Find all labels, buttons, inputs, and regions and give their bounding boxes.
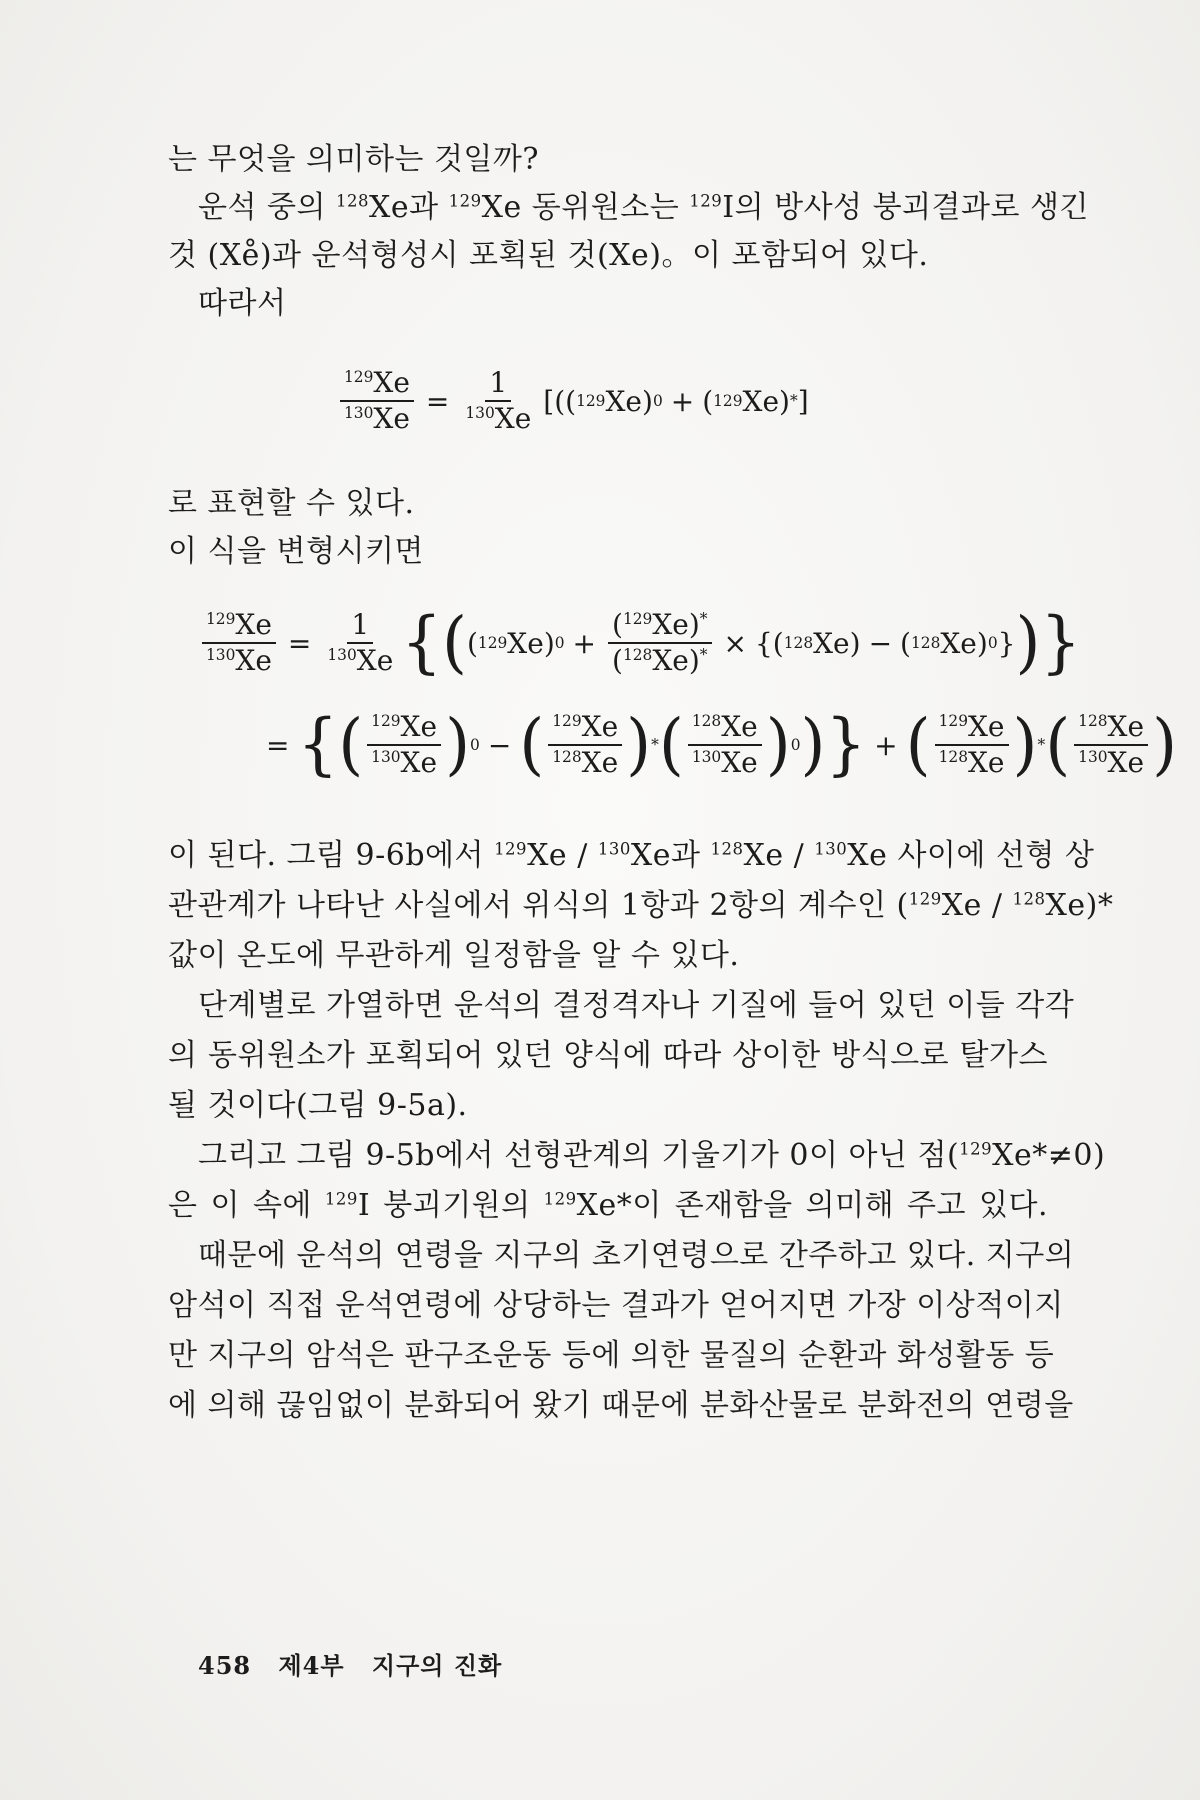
text-line-11: 의 동위원소가 포획되어 있던 양식에 따라 상이한 방식으로 탈가스: [168, 1038, 1048, 1073]
text-line-7: 이 된다. 그림 9-6b에서 $^{129}$Xe / $^{130}$Xe과 $^{128}$Xe / $^{130}$Xe 사이에 선형 상: [168, 838, 1095, 873]
text-line-13: 그리고 그림 9-5b에서 선형관계의 기울기가 0이 아닌 점($^{129}$Xe*≠0): [198, 1138, 1106, 1173]
part-title: 지구의 진화: [371, 1651, 503, 1680]
text-line-6: 이 식을 변형시키면: [168, 534, 424, 569]
text-line-2: 운석 중의 $^{128}$Xe과 $^{129}$Xe 동위원소는 $^{129}$I의 방사성 붕괴결과로 생긴: [198, 190, 1089, 225]
equation-2-line-2: = { ( $\frac{^{129}Xe}{^{130}Xe}$ ) 0 − ( $\frac{^{129}Xe}{^{128}Xe}$ ) * ( $\frac{^{128}Xe}{^{130}Xe}$ ) 0 ) } + ( $\frac{^{129}Xe}{^{128}Xe}$ ) * ( $\frac{^{128}Xe}{^{130}Xe}$ ): [266, 706, 1178, 784]
text-line-9: 값이 온도에 무관하게 일정함을 알 수 있다.: [168, 938, 740, 973]
text-line-10: 단계별로 가열하면 운석의 결정격자나 기질에 들어 있던 이들 각각: [198, 988, 1075, 1023]
text-line-14: 은 이 속에 $^{129}$I 붕괴기원의 $^{129}$Xe*이 존재함을 의미해 주고 있다.: [168, 1188, 1048, 1223]
text-line-3: 것 (Xe̊)과 운석형성시 포획된 것(Xe)。이 포함되어 있다.: [168, 238, 929, 273]
eq1-coefficient-fraction: $\frac{1}{^{130}Xe}$: [465, 366, 532, 435]
equation-2-line-1: $\frac{^{129}Xe}{^{130}Xe}$ = $\frac{1}{^{130}Xe}$ { ( ( 129 Xe ) 0 + $\frac{(^{129}Xe)^*}{(^{128}Xe)^*}$ × { ( 128 Xe ) − ( 128 Xe ) 0 } ) }: [198, 610, 1081, 676]
text-line-16: 암석이 직접 운석연령에 상당하는 결과가 얻어지면 가장 이상적이지: [168, 1288, 1064, 1323]
text-line-17: 만 지구의 암석은 판구조운동 등에 의한 물질의 순환과 화성활동 등: [168, 1338, 1055, 1373]
text-line-8: 관관계가 나타난 사실에서 위식의 1항과 2항의 계수인 ($^{129}$Xe / $^{128}$Xe)*: [168, 888, 1114, 923]
page-number: 458: [198, 1651, 252, 1680]
text-line-15: 때문에 운석의 연령을 지구의 초기연령으로 간주하고 있다. 지구의: [198, 1238, 1075, 1273]
page-footer: [198, 1646, 520, 1681]
part-label: 제4부: [278, 1651, 345, 1680]
text-line-4: 따라서: [198, 286, 287, 321]
eq1-lhs-fraction: $\frac{^{129}Xe}{^{130}Xe}$: [340, 368, 414, 434]
text-line-1: 는 무엇을 의미하는 것일까?: [168, 142, 539, 177]
equation-1: $\frac{^{129}Xe}{^{130}Xe}$ = $\frac{1}{^{130}Xe}$ [ ( ( 129 Xe ) 0 + ( 129 Xe ) * ]: [336, 368, 809, 434]
text-line-18: 에 의해 끊임없이 분화되어 왔기 때문에 분화산물로 분화전의 연령을: [168, 1388, 1074, 1423]
text-line-5: 로 표현할 수 있다.: [168, 486, 415, 521]
text-line-12: 될 것이다(그림 9-5a).: [168, 1088, 468, 1123]
